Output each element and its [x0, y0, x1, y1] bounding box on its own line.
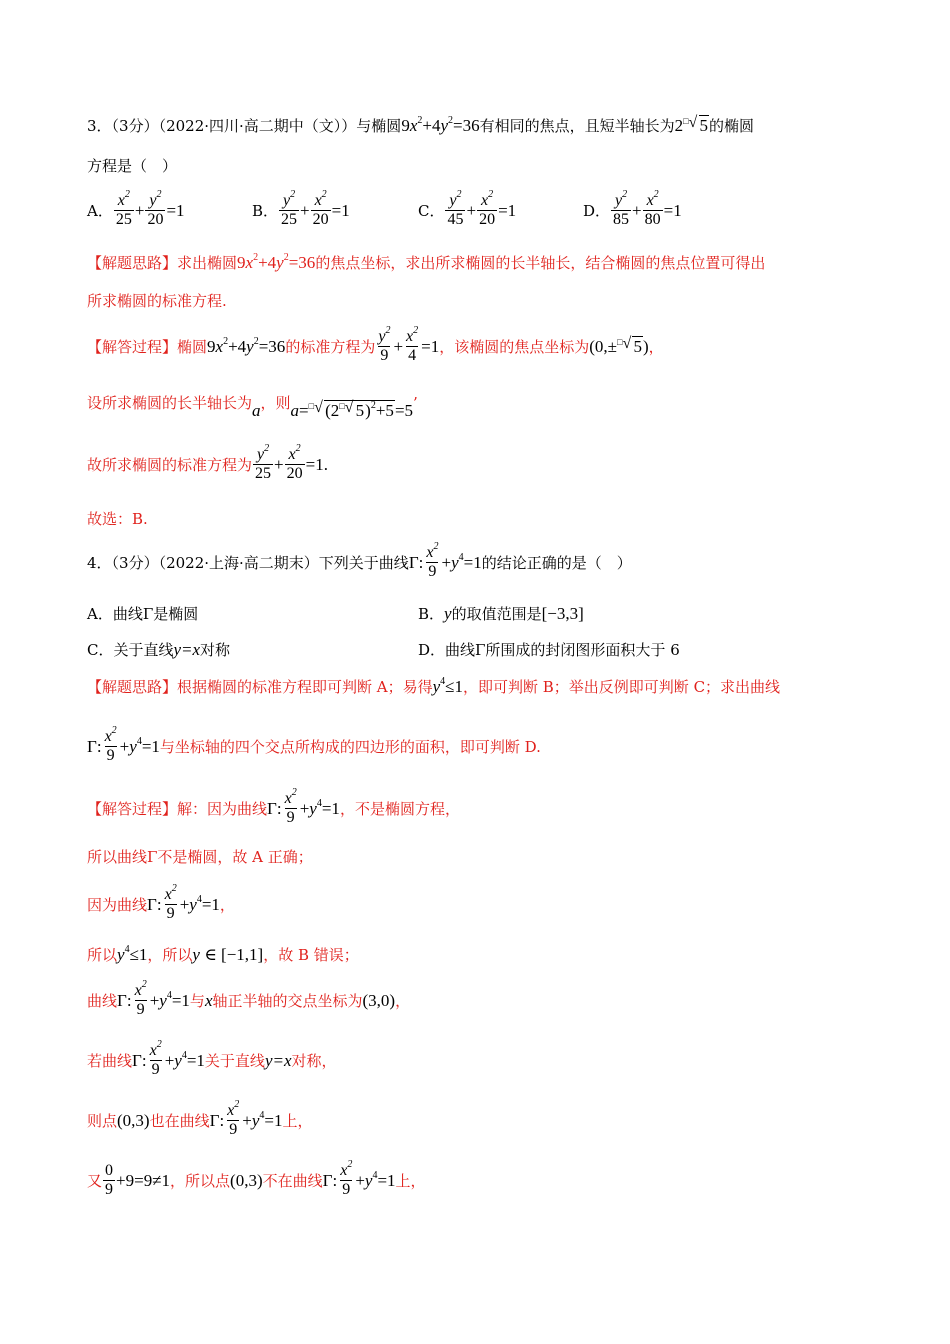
q3-option-label: A． [87, 202, 113, 220]
text: 曲线 [87, 992, 118, 1010]
numerator: x [646, 192, 654, 209]
q4-process-line6: 若曲线 Γ: $\frac{x^2}{9}$ $+y^4=1$ 关于直线 y=x 对称， [87, 1039, 337, 1078]
text: ，该椭圆的焦点坐标为 [439, 338, 590, 356]
text: 对称， [291, 1052, 337, 1070]
fraction: $\frac{y^2}{9}$ [378, 325, 391, 364]
q4-approach-line2: Γ: $\frac{x^2}{9}$ $+y^4=1$ 与坐标轴的四个交点所构成的四边形的面积，即可判断 D. [87, 725, 541, 764]
text: ，所以点 [170, 1172, 231, 1190]
text: 又 [87, 1172, 103, 1190]
fraction: $\frac{x^2}{20}$ [312, 189, 329, 228]
fraction: $\frac{0}{9}$ [105, 1162, 114, 1198]
fraction: $\frac{x^2}{20}$ [479, 189, 496, 228]
denominator: 20 [479, 211, 496, 228]
q4-process-line1: 【解答过程】 解：因为曲线 Γ: $\frac{x^2}{9}$ $+y^4=1$ ，不是椭圆方程， [87, 787, 460, 826]
process-tag: 【解答过程】 [87, 800, 178, 818]
denominator: 25 [281, 211, 298, 228]
fraction: $\frac{x^2}{80}$ [644, 189, 661, 228]
curve-name: Γ: [408, 552, 424, 572]
text: 所以曲线Γ不是椭圆，故 A 正确； [87, 848, 313, 866]
text: ，则 [260, 394, 291, 412]
equation: +9=9≠1 [116, 1170, 171, 1190]
q4-option-a[interactable] [87, 603, 198, 624]
fraction: $\frac{x^2}{9}$ [340, 1159, 353, 1198]
q4-process-line2 [87, 846, 313, 867]
text: 则点 [87, 1112, 118, 1130]
approach-tag: 【解题思路】 [87, 678, 178, 696]
q3-stem-b: 有相同的焦点，且短半轴长为 [479, 117, 675, 135]
fraction: $\frac{x^2}{9}$ [134, 979, 147, 1018]
q3-options [87, 189, 887, 236]
text: 故所求椭圆的标准方程为 [87, 456, 253, 474]
fraction: $\frac{y^2}{45}$ [447, 189, 464, 228]
q3-process-line3: 故所求椭圆的标准方程为 $\frac{y^2}{25}$ + $\frac{x^2}{20}$ =1. [87, 443, 328, 482]
q4-process-line4 [87, 944, 359, 965]
range: [−3,3] [541, 603, 584, 623]
numerator: x [314, 192, 322, 209]
q4-process-line5: 曲线 Γ: $\frac{x^2}{9}$ $+y^4=1$ 与 x 轴正半轴的交点坐标为 (3,0) ， [87, 979, 411, 1018]
equation: $9x^2+4y^2=36$ [207, 335, 286, 356]
text: 根据椭圆的标准方程即可判断 A；易得 [177, 678, 433, 696]
curve-name: Γ: [87, 736, 102, 756]
text: 对称 [200, 641, 231, 659]
inequality: $y^4\le 1$ [117, 943, 148, 964]
text: 若曲线 [87, 1052, 133, 1070]
q3-a-calc: a=□√ (2□√ 5)$^2$+5=5 [291, 401, 414, 421]
fraction: $\frac{x^2}{9}$ [284, 787, 297, 826]
text: ，所以 [147, 946, 193, 964]
q3-stem-line1 [87, 115, 754, 136]
line-equation: y=x [173, 639, 201, 659]
numerator: y [449, 192, 457, 209]
text: 所以 [87, 946, 118, 964]
q3-stem-a: 3．（3分）（2022·四川·高二期中（文））与椭圆 [87, 117, 402, 135]
inequality: $y^4\le 1$ [432, 675, 464, 696]
text: 关于直线 [204, 1052, 265, 1070]
text: 轴正半轴的交点坐标为 [212, 992, 363, 1010]
text: C．关于直线 [87, 641, 174, 659]
text: A．曲线Γ是椭圆 [87, 605, 199, 623]
q3-approach-line1 [87, 252, 765, 273]
text: 设所求椭圆的长半轴长为 [87, 394, 253, 412]
fraction: $\frac{y^2}{20}$ [147, 189, 164, 228]
text: ，即可判断 B；举出反例即可判断 C；求出曲线 [463, 678, 781, 696]
q3-focus: (0,±□√ 5) [589, 337, 648, 357]
q4-approach-line1 [87, 676, 780, 697]
text: 与 [189, 992, 205, 1010]
fraction: $\frac{y^2}{85}$ [613, 189, 630, 228]
fraction: $\frac{x^2}{9}$ [164, 883, 177, 922]
fraction: $\frac{x^2}{9}$ [227, 1099, 240, 1138]
q3-option-label: D． [583, 202, 611, 220]
fraction: $\frac{x^2}{9}$ [426, 541, 439, 580]
text: ，不是椭圆方程， [339, 800, 460, 818]
q4-option-b[interactable] [418, 603, 584, 624]
text: 的焦点坐标，求出所求椭圆的长半轴长，结合椭圆的焦点位置可得出 [315, 254, 766, 272]
fraction: $\frac{y^2}{25}$ [255, 443, 272, 482]
interval: y ∈ [−1,1] [192, 944, 264, 964]
text: 上， [282, 1112, 313, 1130]
fraction: $\frac{x^2}{9}$ [104, 725, 117, 764]
fraction: $\frac{x^2}{4}$ [406, 325, 419, 364]
q3-option-label: B． [252, 202, 279, 220]
q3-option-d[interactable]: D． $\frac{y^2}{85}$ + $\frac{x^2}{80}$ =1 [583, 189, 682, 228]
denominator: 45 [447, 211, 464, 228]
q3-stem-c: 的椭圆 [709, 117, 755, 135]
denominator: 25 [115, 211, 132, 228]
q3-option-b[interactable]: B． $\frac{y^2}{25}$ + $\frac{x^2}{20}$ =1 [252, 189, 350, 228]
text: 所求椭圆的标准方程. [87, 292, 227, 310]
q3-approach-eq: $9x^2+4y^2=36$ [237, 251, 316, 272]
q4-options-row2 [87, 639, 887, 661]
q3-eq-main: $9x^2+4y^2=36$ [401, 114, 480, 135]
q3-approach-line2 [87, 290, 227, 311]
fraction: $\frac{x^2}{25}$ [115, 189, 132, 228]
q3-option-label: C． [418, 202, 445, 220]
approach-tag: 【解题思路】 [87, 254, 178, 272]
q3-answer [87, 508, 148, 529]
text: 椭圆 [177, 338, 208, 356]
q3-option-a[interactable]: A． $\frac{x^2}{25}$ + $\frac{y^2}{20}$ =1 [87, 189, 185, 228]
text: 4．（3分）（2022·上海·高二期末）下列关于曲线 [87, 554, 409, 572]
text: 故选：B. [87, 510, 148, 528]
numerator: y [614, 192, 623, 209]
text: 因为曲线 [87, 896, 148, 914]
q4-process-line3: 因为曲线 Γ: $\frac{x^2}{9}$ $+y^4=1$ ， [87, 883, 235, 922]
denominator: 80 [644, 211, 661, 228]
text: 不在曲线 [262, 1172, 323, 1190]
text: 与坐标轴的四个交点所构成的四边形的面积，即可判断 D. [159, 738, 541, 756]
variable: y [444, 603, 452, 623]
q3-process-line1: 【解答过程】 椭圆 $9x^2+4y^2=36$ 的标准方程为 $\frac{y^2}{9}$ + $\frac{x^2}{4}$ =1 ，该椭圆的焦点坐标为 (0,±□√ 5) ， [87, 328, 664, 365]
text: 也在曲线 [149, 1112, 210, 1130]
q3-radical: 2□√ 5 [675, 116, 709, 136]
fraction: $\frac{x^2}{9}$ [149, 1039, 162, 1078]
text: 的标准方程为 [285, 338, 376, 356]
fraction: $\frac{x^2}{20}$ [286, 443, 303, 482]
q4-process-line8: 又 $\frac{0}{9}$ +9=9≠1 ，所以点 (0,3) 不在曲线 Γ: $\frac{x^2}{9}$ $+y^4=1$ 上， [87, 1159, 426, 1198]
text: ，故 B 错误； [263, 946, 359, 964]
text: 上， [395, 1172, 426, 1190]
text: 的取值范围是 [451, 605, 542, 623]
q4-process-line7: 则点 (0,3) 也在曲线 Γ: $\frac{x^2}{9}$ $+y^4=1$ 上， [87, 1099, 313, 1138]
text: 解：因为曲线 [177, 800, 268, 818]
q4-options-row1 [87, 603, 887, 625]
q3-option-c[interactable]: C． $\frac{y^2}{45}$ + $\frac{x^2}{20}$ =1 [418, 189, 517, 228]
numerator: x [117, 192, 125, 209]
denominator: 85 [613, 211, 630, 228]
point: (3,0) [362, 990, 396, 1010]
denominator: 20 [312, 211, 329, 228]
numerator: y [282, 192, 291, 209]
q4-stem: 4．（3分）（2022·上海·高二期末）下列关于曲线 Γ: $\frac{x^2}{9}$ $+y^4=1$ 的结论正确的是（ ） [87, 541, 632, 580]
point: (0,3) [117, 1110, 150, 1130]
denominator: 20 [147, 211, 164, 228]
variable: a [252, 400, 261, 420]
q3-process-line2: 设所求椭圆的长半轴长为 a ，则 a=□√ (2□√ 5)$^2$+5=5 ’ [87, 392, 418, 413]
numerator: y [149, 192, 157, 209]
q3-stem-line2 [87, 155, 177, 176]
q4-option-c[interactable] [87, 639, 230, 660]
point: (0,3) [230, 1170, 263, 1190]
text: D．曲线Γ所围成的封闭图形面积大于 6 [418, 641, 680, 659]
process-tag: 【解答过程】 [87, 338, 178, 356]
fraction: $\frac{y^2}{25}$ [281, 189, 298, 228]
text: B． [418, 605, 445, 623]
q3-stem-d: 方程是（ ） [87, 157, 178, 175]
text: 的结论正确的是（ ） [481, 554, 632, 572]
numerator: x [481, 192, 489, 209]
text: 求出椭圆 [177, 254, 238, 272]
q4-option-d[interactable] [418, 639, 680, 660]
